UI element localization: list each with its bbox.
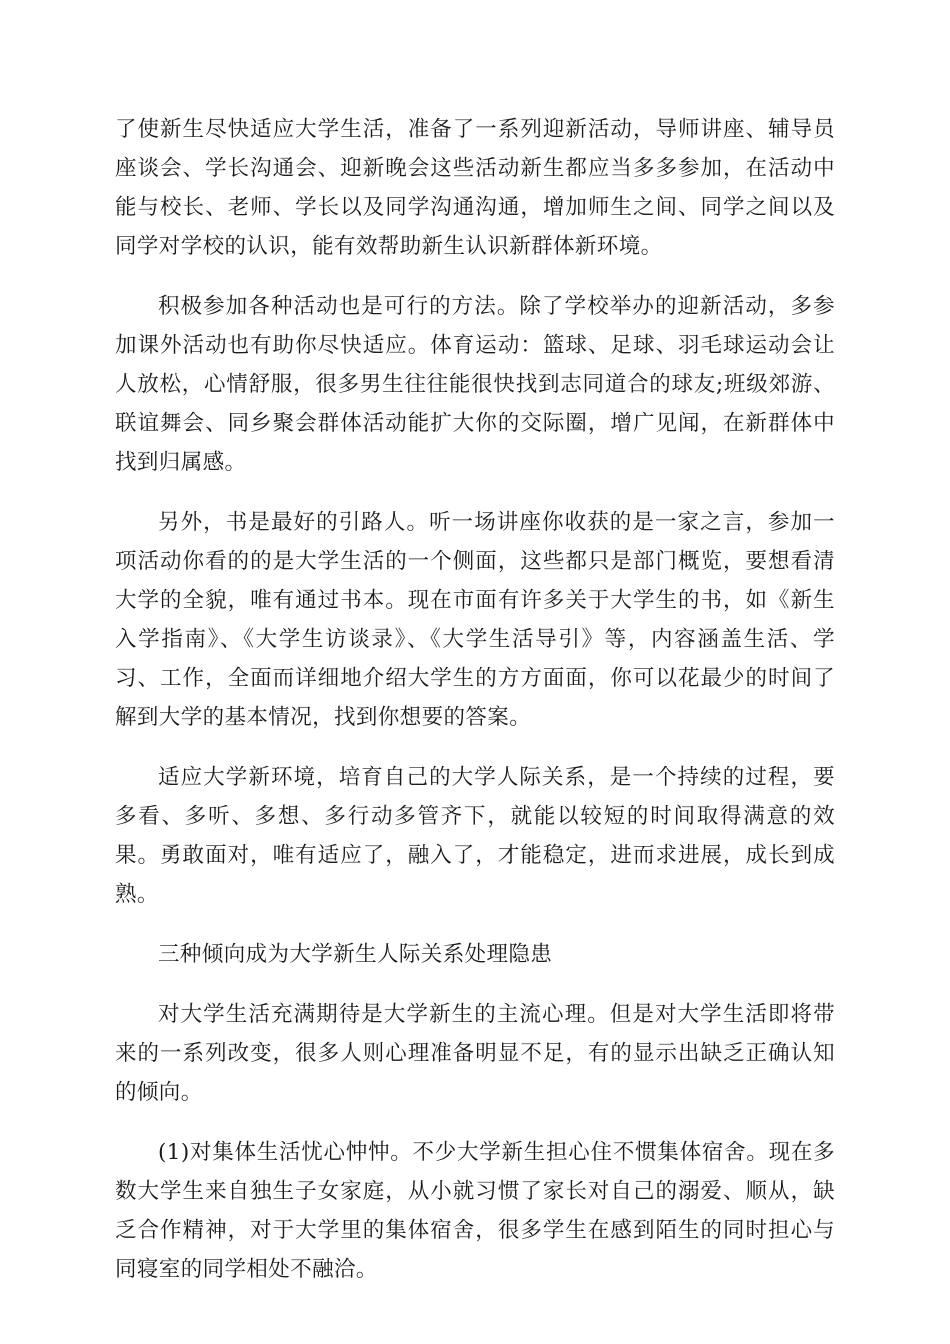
section-heading: 三种倾向成为大学新生人际关系处理隐患 (158, 942, 553, 967)
paragraph-activities: 积极参加各种活动也是可行的方法。除了学校举办的迎新活动，多参加课外活动也有助你尽快适应。体育运动：篮球、足球、羽毛球运动会让人放松，心情舒服，很多男生往往能很快找到志同道合的球友;班级郊游、联谊舞会、同乡聚会群体活动能扩大你的交际圈，增广见闻，在新群体中找到归属感。 (115, 294, 835, 475)
paragraph-conclusion: 适应大学新环境，培育自己的大学人际关系，是一个持续的过程，要多看、多听、多想、多行动多管齐下，就能以较短的时间取得满意的效果。勇敢面对，唯有适应了，融入了，才能稳定，进而求进展，成长到成熟。 (115, 765, 835, 907)
paragraph-collective-life: (1)对集体生活忧心忡忡。不少大学新生担心住不惯集体宿舍。现在多数大学生来自独生子女家庭，从小就习惯了家长对自己的溺爱、顺从，缺乏合作精神，对于大学里的集体宿舍，很多学生在感到陌生的同时担心与同寝室的同学相处不融洽。 (115, 1140, 835, 1282)
paragraph-continuation: 了使新生尽快适应大学生活，准备了一系列迎新活动，导师讲座、辅导员座谈会、学长沟通会、迎新晚会这些活动新生都应当多多参加，在活动中能与校长、老师、学长以及同学沟通沟通，增加师生之间、同学之间以及同学对学校的认识，能有效帮助新生认识新群体新环境。 (115, 117, 835, 259)
paragraph-expectations: 对大学生活充满期待是大学新生的主流心理。但是对大学生活即将带来的一系列改变，很多人则心理准备明显不足，有的显示出缺乏正确认知的倾向。 (115, 1002, 835, 1105)
paragraph-books: 另外，书是最好的引路人。听一场讲座你收获的是一家之言，参加一项活动你看的的是大学生活的一个侧面，这些都只是部门概览，要想看清大学的全貌，唯有通过书本。现在市面有许多关于大学生的书，如《新生入学指南》、《大学生访谈录》、《大学生活导引》等，内容涵盖生活、学习、工作，全面而详细地介绍大学生的方方面面，你可以花最少的时间了解到大学的基本情况，找到你想要的答案。 (115, 510, 835, 730)
document-body (115, 110, 835, 1310)
